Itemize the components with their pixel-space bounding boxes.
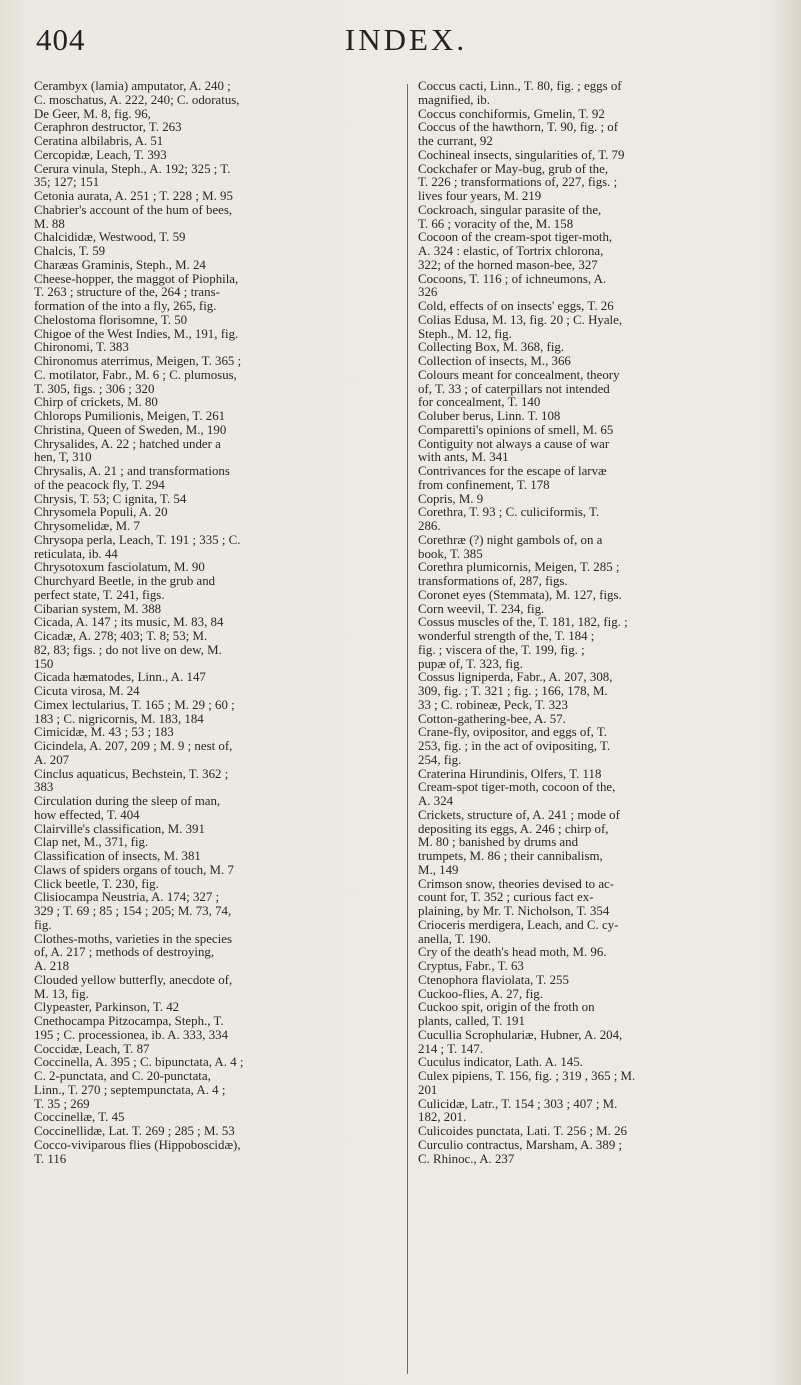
index-line: plaining, by Mr. T. Nicholson, T. 354 — [418, 904, 610, 918]
index-line: perfect state, T. 241, figs. — [34, 587, 165, 602]
page-header — [36, 22, 776, 72]
index-line: 322; of the horned mason-bee, 327 — [418, 257, 598, 272]
index-line: Clairville's classification, M. 391 — [34, 821, 205, 836]
index-line: Chirp of crickets, M. 80 — [34, 395, 158, 410]
index-line: Cocco-viviparous flies (Hippoboscidæ), — [34, 1137, 241, 1152]
index-line: Chabrier's account of the hum of bees, — [34, 202, 233, 217]
index-line: Contrivances for the escape of larvæ — [418, 464, 607, 478]
index-line: formation of the into a fly, 265, fig. — [34, 299, 217, 313]
index-line: Crimson snow, theories devised to ac- — [418, 876, 615, 891]
index-line: hen, T, 310 — [34, 450, 92, 465]
index-line: depositing its eggs, A. 246 ; chirp of, — [418, 821, 609, 836]
index-line: Chrysomelidæ, M. 7 — [34, 519, 140, 533]
index-line: A. 324 — [418, 794, 454, 808]
index-line: T. 263 ; structure of the, 264 ; trans- — [34, 285, 220, 300]
index-line: wonderful strength of the, T. 184 ; — [418, 629, 595, 643]
index-line: Ceratina albilabris, A. 51 — [34, 134, 164, 148]
index-line: Corethra plumicornis, Meigen, T. 285 ; — [418, 560, 620, 575]
index-line: Cuckoo spit, origin of the froth on — [418, 1000, 595, 1015]
index-line: C. moschatus, A. 222, 240; C. odoratus, — [34, 92, 240, 107]
index-line: 150 — [34, 656, 54, 671]
index-line: Contiguity not always a cause of war — [418, 436, 610, 451]
index-line: Cimicidæ, M. 43 ; 53 ; 183 — [34, 725, 174, 740]
index-line: lives four years, M. 219 — [418, 189, 542, 203]
index-line: Crioceris merdigera, Leach, and C. cy- — [418, 917, 619, 932]
index-line: Cicindela, A. 207, 209 ; M. 9 ; nest of, — [34, 739, 233, 753]
index-line: of, T. 33 ; of caterpillars not intended — [418, 381, 610, 396]
page-title: INDEX. — [344, 22, 468, 57]
index-line: Cossus ligniperda, Fabr., A. 207, 308, — [418, 670, 613, 685]
index-line: Coccinellidæ, Lat. T. 269 ; 285 ; M. 53 — [34, 1124, 235, 1138]
index-line: with ants, M. 341 — [418, 450, 509, 465]
index-line: how effected, T. 404 — [34, 807, 140, 822]
index-line: Cimex lectularius, T. 165 ; M. 29 ; 60 ; — [34, 697, 235, 712]
index-line: Cuculus indicator, Lath. A. 145. — [418, 1055, 583, 1070]
index-line: Cercopidæ, Leach, T. 393 — [34, 147, 167, 162]
index-line: Circulation during the sleep of man, — [34, 794, 221, 808]
index-line: Clothes-moths, varieties in the species — [34, 931, 232, 946]
index-line: Cockroach, singular parasite of the, — [418, 202, 602, 217]
index-line: fig. — [34, 917, 52, 932]
index-line: Coccinella, A. 395 ; C. bipunctata, A. 4 ; — [34, 1055, 244, 1070]
index-line: Ctenophora flaviolata, T. 255 — [418, 972, 569, 987]
index-line: trumpets, M. 86 ; their cannibalism, — [418, 849, 603, 863]
index-line: Culicoides punctata, Lati. T. 256 ; M. 26 — [418, 1124, 627, 1138]
index-line: Cossus muscles of the, T. 181, 182, fig. ; — [418, 615, 628, 630]
index-line: Cinclus aquaticus, Bechstein, T. 362 ; — [34, 766, 229, 781]
index-line: of the peacock fly, T. 294 — [34, 477, 165, 492]
index-line: of, A. 217 ; methods of destroying, — [34, 945, 215, 960]
index-line: Coccidæ, Leach, T. 87 — [34, 1041, 150, 1056]
index-line: 329 ; T. 69 ; 85 ; 154 ; 205; M. 73, 74, — [34, 904, 232, 918]
index-line: M. 88 — [34, 216, 65, 231]
index-line: Craterina Hirundinis, Olfers, T. 118 — [418, 766, 602, 781]
page-number: 404 — [36, 22, 86, 57]
index-line: 33 ; C. robineæ, Peck, T. 323 — [418, 697, 568, 712]
index-line: A. 324 : elastic, of Tortrix chlorona, — [418, 244, 604, 258]
index-line: transformations of, 287, figs. — [418, 574, 568, 588]
index-line: 35; 127; 151 — [34, 175, 100, 190]
index-line: A. 207 — [34, 752, 70, 767]
index-line: Collection of insects, M., 366 — [418, 354, 571, 368]
index-line: Chrysalis, A. 21 ; and transformations — [34, 464, 230, 478]
index-line: Cicadæ, A. 278; 403; T. 8; 53; M. — [34, 629, 208, 643]
index-line: Christina, Queen of Sweden, M., 190 — [34, 422, 227, 437]
index-line: 182, 201. — [418, 1110, 467, 1125]
index-line: 214 ; T. 147. — [418, 1041, 484, 1056]
index-line: Ceraphron destructor, T. 263 — [34, 120, 182, 135]
index-line: 253, fig. ; in the act of ovipositing, T. — [418, 739, 611, 753]
index-line: T. 116 — [34, 1151, 67, 1166]
index-line: Charæas Graminis, Steph., M. 24 — [34, 257, 206, 272]
index-line: T. 305, figs. ; 306 ; 320 — [34, 381, 155, 396]
index-line: M., 149 — [418, 862, 459, 877]
index-line: 195 ; C. processionea, ib. A. 333, 334 — [34, 1027, 229, 1042]
index-line: Chlorops Pumilionis, Meigen, T. 261 — [34, 409, 226, 423]
index-line: Chrysotoxum fasciolatum, M. 90 — [34, 560, 205, 575]
index-line: Claws of spiders organs of touch, M. 7 — [34, 862, 234, 877]
index-line: Chironomus aterrimus, Meigen, T. 365 ; — [34, 354, 242, 368]
index-line: Cockchafer or May-bug, grub of the, — [418, 161, 609, 176]
index-line: Classification of insects, M. 381 — [34, 849, 201, 863]
index-line: Chironomi, T. 383 — [34, 340, 129, 355]
index-column-right — [418, 80, 752, 1166]
index-line: Culex pipiens, T. 156, fig. ; 319 , 365 ; M. — [418, 1069, 636, 1083]
index-line: M. 13, fig. — [34, 986, 89, 1001]
index-line: Clouded yellow butterfly, anecdote of, — [34, 972, 233, 987]
index-line: Chigoe of the West Indies, M., 191, fig. — [34, 326, 239, 341]
index-line: T. 66 ; voracity of the, M. 158 — [418, 216, 574, 231]
index-line: Cicada, A. 147 ; its music, M. 83, 84 — [34, 615, 224, 630]
index-line: M. 80 ; banished by drums and — [418, 835, 579, 850]
index-line: Clap net, M., 371, fig. — [34, 835, 149, 850]
index-line: pupæ of, T. 323, fig. — [418, 656, 523, 671]
index-line: anella, T. 190. — [418, 931, 491, 946]
index-line: Chrysomela Populi, A. 20 — [34, 505, 168, 520]
index-line: Steph., M. 12, fig. — [418, 326, 512, 341]
index-line: for concealment, T. 140 — [418, 395, 541, 410]
index-line: book, T. 385 — [418, 546, 483, 561]
index-line: 286. — [418, 519, 441, 533]
index-line: the currant, 92 — [418, 134, 493, 148]
index-column-left — [34, 80, 352, 1166]
index-line: C. motilator, Fabr., M. 6 ; C. plumosus, — [34, 367, 237, 382]
index-line: 201 — [418, 1082, 438, 1097]
index-line: Chrysalides, A. 22 ; hatched under a — [34, 436, 221, 451]
index-line: Comparetti's opinions of smell, M. 65 — [418, 422, 614, 437]
index-line: Corethra, T. 93 ; C. culiciformis, T. — [418, 505, 600, 520]
index-line: Cotton-gathering-bee, A. 57. — [418, 711, 566, 726]
index-line: Click beetle, T. 230, fig. — [34, 876, 159, 891]
index-line: Cochineal insects, singularities of, T. 79 — [418, 147, 625, 162]
index-line: from confinement, T. 178 — [418, 477, 550, 492]
index-line: Cheese-hopper, the maggot of Piophila, — [34, 271, 239, 286]
index-line: Cibarian system, M. 388 — [34, 601, 162, 616]
index-line: reticulata, ib. 44 — [34, 546, 118, 561]
index-line: 309, fig. ; T. 321 ; fig. ; 166, 178, M. — [418, 684, 608, 698]
index-line: Cocoons, T. 116 ; of ichneumons, A. — [418, 271, 607, 286]
index-line: plants, called, T. 191 — [418, 1014, 525, 1028]
index-line: Cerura vinula, Steph., A. 192; 325 ; T. — [34, 161, 231, 176]
index-line: T. 226 ; transformations of, 227, figs. ; — [418, 175, 618, 190]
index-line: Cucullia Scrophulariæ, Hubner, A. 204, — [418, 1027, 623, 1042]
index-line: Culicidæ, Latr., T. 154 ; 303 ; 407 ; M. — [418, 1096, 618, 1111]
index-line: Copris, M. 9 — [418, 491, 484, 506]
index-line: 183 ; C. nigricornis, M. 183, 184 — [34, 711, 204, 726]
index-line: Cerambyx (lamia) amputator, A. 240 ; — [34, 79, 231, 93]
index-line: Cryptus, Fabr., T. 63 — [418, 959, 524, 973]
index-line: Crickets, structure of, A. 241 ; mode of — [418, 807, 620, 822]
index-line: magnified, ib. — [418, 92, 490, 107]
index-line: Coccus cacti, Linn., T. 80, fig. ; eggs of — [418, 79, 622, 93]
index-line: Coronet eyes (Stemmata), M. 127, figs. — [418, 587, 622, 602]
index-line: Coccus of the hawthorn, T. 90, fig. ; of — [418, 120, 619, 135]
index-line: fig. ; viscera of the, T. 199, fig. ; — [418, 642, 585, 657]
index-line: Cuckoo-flies, A. 27, fig. — [418, 986, 543, 1001]
index-line: Cnethocampa Pitzocampa, Steph., T. — [34, 1014, 224, 1028]
index-line: Cream-spot tiger-moth, cocoon of the, — [418, 780, 616, 795]
index-line: Colours meant for concealment, theory — [418, 367, 620, 382]
index-line: C. Rhinoc., A. 237 — [418, 1151, 515, 1166]
index-line: Corn weevil, T. 234, fig. — [418, 601, 545, 616]
index-line: Coccinellæ, T. 45 — [34, 1110, 125, 1125]
index-line: A. 218 — [34, 959, 70, 973]
index-line: 383 — [34, 780, 54, 795]
index-line: Chelostoma florisomne, T. 50 — [34, 312, 188, 327]
index-line: Cocoon of the cream-spot tiger-moth, — [418, 230, 613, 245]
index-line: T. 35 ; 269 — [34, 1096, 90, 1111]
index-line: 82, 83; figs. ; do not live on dew, M. — [34, 642, 222, 657]
index-line: Chalcididæ, Westwood, T. 59 — [34, 230, 186, 245]
index-line: Cold, effects of on insects' eggs, T. 26 — [418, 299, 614, 313]
index-line: Chrysopa perla, Leach, T. 191 ; 335 ; C. — [34, 532, 241, 547]
index-line: Chalcis, T. 59 — [34, 244, 106, 258]
index-line: Cicada hæmatodes, Linn., A. 147 — [34, 670, 206, 685]
index-line: De Geer, M. 8, fig. 96, — [34, 106, 151, 121]
index-line: C. 2-punctata, and C. 20-punctata, — [34, 1069, 211, 1083]
index-line: Corethræ (?) night gambols of, on a — [418, 532, 603, 547]
index-line: Coluber berus, Linn. T. 108 — [418, 409, 561, 423]
column-divider — [407, 84, 408, 1374]
index-line: Cetonia aurata, A. 251 ; T. 228 ; M. 95 — [34, 189, 233, 203]
index-line: Linn., T. 270 ; septempunctata, A. 4 ; — [34, 1082, 226, 1097]
page-edge-shadow — [773, 0, 801, 1385]
index-line: Crane-fly, ovipositor, and eggs of, T. — [418, 725, 607, 740]
index-line: Cicuta virosa, M. 24 — [34, 684, 140, 698]
index-line: Chrysis, T. 53; C ignita, T. 54 — [34, 491, 187, 506]
index-line: Curculio contractus, Marsham, A. 389 ; — [418, 1137, 623, 1152]
index-line: 326 — [418, 285, 438, 300]
index-line: Coccus conchiformis, Gmelin, T. 92 — [418, 106, 605, 121]
index-line: Collecting Box, M. 368, fig. — [418, 340, 565, 355]
index-line: 254, fig. — [418, 752, 462, 767]
index-line: count for, T. 352 ; curious fact ex- — [418, 890, 594, 905]
index-line: Churchyard Beetle, in the grub and — [34, 574, 216, 588]
index-line: Clisiocampa Neustria, A. 174; 327 ; — [34, 890, 220, 905]
index-line: Cry of the death's head moth, M. 96. — [418, 945, 607, 960]
index-line: Clypeaster, Parkinson, T. 42 — [34, 1000, 180, 1015]
index-line: Colias Edusa, M. 13, fig. 20 ; C. Hyale, — [418, 312, 623, 327]
